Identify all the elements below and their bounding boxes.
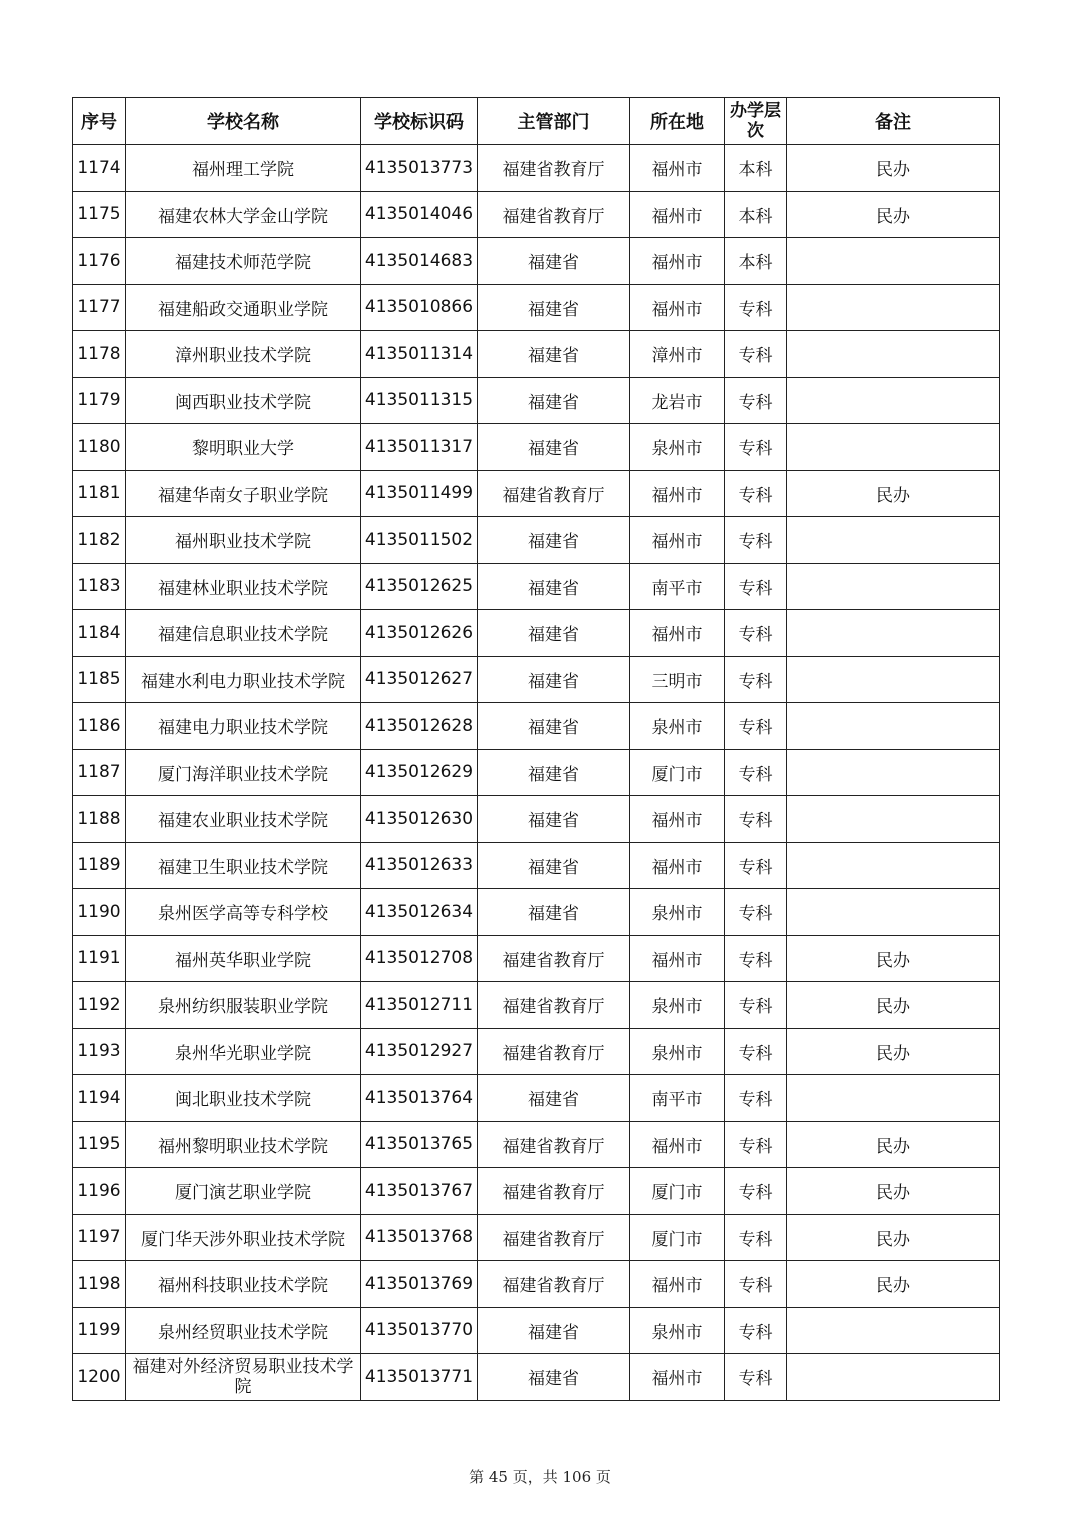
cell-school-name: 闽西职业技术学院 xyxy=(126,377,361,424)
cell-note: 民办 xyxy=(787,470,1000,517)
cell-level: 专科 xyxy=(725,796,787,843)
header-level-label: 办学层次 xyxy=(730,101,781,141)
cell-note xyxy=(787,284,1000,331)
cell-seq: 1186 xyxy=(73,703,126,750)
table-header-row xyxy=(73,98,1000,145)
cell-department: 福建省教育厅 xyxy=(478,982,630,1029)
table-row xyxy=(73,424,1000,471)
cell-level: 专科 xyxy=(725,517,787,564)
cell-department: 福建省 xyxy=(478,796,630,843)
cell-note xyxy=(787,842,1000,889)
cell-seq: 1193 xyxy=(73,1028,126,1075)
cell-school-code: 4135011317 xyxy=(361,424,478,471)
table-row xyxy=(73,935,1000,982)
cell-location: 泉州市 xyxy=(630,424,725,471)
cell-school-name: 福建水利电力职业技术学院 xyxy=(126,656,361,703)
cell-school-code: 4135012627 xyxy=(361,656,478,703)
cell-location: 南平市 xyxy=(630,563,725,610)
cell-note xyxy=(787,656,1000,703)
cell-seq: 1190 xyxy=(73,889,126,936)
cell-note xyxy=(787,424,1000,471)
cell-school-name: 福建船政交通职业学院 xyxy=(126,284,361,331)
cell-level: 专科 xyxy=(725,470,787,517)
cell-note xyxy=(787,889,1000,936)
cell-school-code: 4135011499 xyxy=(361,470,478,517)
cell-school-name: 福建华南女子职业学院 xyxy=(126,470,361,517)
cell-school-name: 厦门华天涉外职业技术学院 xyxy=(126,1214,361,1261)
cell-location: 三明市 xyxy=(630,656,725,703)
cell-note xyxy=(787,331,1000,378)
cell-school-name: 泉州经贸职业技术学院 xyxy=(126,1307,361,1354)
table-row xyxy=(73,517,1000,564)
cell-department: 福建省教育厅 xyxy=(478,1028,630,1075)
table-row xyxy=(73,1168,1000,1215)
cell-department: 福建省 xyxy=(478,238,630,285)
cell-note: 民办 xyxy=(787,191,1000,238)
cell-department: 福建省教育厅 xyxy=(478,935,630,982)
table-row xyxy=(73,842,1000,889)
cell-location: 泉州市 xyxy=(630,703,725,750)
cell-level: 专科 xyxy=(725,1028,787,1075)
cell-school-code: 4135012711 xyxy=(361,982,478,1029)
table-row xyxy=(73,982,1000,1029)
cell-seq: 1181 xyxy=(73,470,126,517)
cell-note xyxy=(787,563,1000,610)
cell-school-name: 泉州纺织服装职业学院 xyxy=(126,982,361,1029)
header-note: 备注 xyxy=(787,98,1000,145)
cell-location: 泉州市 xyxy=(630,1307,725,1354)
cell-location: 泉州市 xyxy=(630,1028,725,1075)
cell-school-code: 4135012927 xyxy=(361,1028,478,1075)
cell-seq: 1189 xyxy=(73,842,126,889)
cell-school-code: 4135010866 xyxy=(361,284,478,331)
table-row xyxy=(73,1121,1000,1168)
cell-department: 福建省 xyxy=(478,656,630,703)
cell-school-code: 4135012634 xyxy=(361,889,478,936)
table-row xyxy=(73,656,1000,703)
cell-department: 福建省教育厅 xyxy=(478,1261,630,1308)
cell-location: 漳州市 xyxy=(630,331,725,378)
cell-department: 福建省 xyxy=(478,610,630,657)
cell-school-name: 福州英华职业学院 xyxy=(126,935,361,982)
cell-department: 福建省 xyxy=(478,331,630,378)
table-row xyxy=(73,191,1000,238)
cell-seq: 1194 xyxy=(73,1075,126,1122)
header-school-code: 学校标识码 xyxy=(361,98,478,145)
cell-school-name: 福建电力职业技术学院 xyxy=(126,703,361,750)
cell-department: 福建省教育厅 xyxy=(478,470,630,517)
cell-note: 民办 xyxy=(787,1168,1000,1215)
cell-department: 福建省 xyxy=(478,424,630,471)
cell-note xyxy=(787,517,1000,564)
cell-level: 专科 xyxy=(725,1121,787,1168)
cell-school-code: 4135011502 xyxy=(361,517,478,564)
cell-school-name: 福建技术师范学院 xyxy=(126,238,361,285)
cell-note: 民办 xyxy=(787,1121,1000,1168)
cell-seq: 1198 xyxy=(73,1261,126,1308)
cell-school-code: 4135013768 xyxy=(361,1214,478,1261)
cell-school-name: 黎明职业大学 xyxy=(126,424,361,471)
cell-school-name: 漳州职业技术学院 xyxy=(126,331,361,378)
cell-seq: 1185 xyxy=(73,656,126,703)
cell-school-code: 4135012629 xyxy=(361,749,478,796)
cell-department: 福建省 xyxy=(478,842,630,889)
cell-location: 南平市 xyxy=(630,1075,725,1122)
cell-seq: 1197 xyxy=(73,1214,126,1261)
cell-department: 福建省 xyxy=(478,1307,630,1354)
table-row xyxy=(73,1028,1000,1075)
cell-level: 专科 xyxy=(725,610,787,657)
cell-seq: 1196 xyxy=(73,1168,126,1215)
school-list-table xyxy=(72,97,1000,1401)
cell-department: 福建省 xyxy=(478,1354,630,1401)
cell-school-code: 4135013765 xyxy=(361,1121,478,1168)
cell-note xyxy=(787,1075,1000,1122)
cell-level: 专科 xyxy=(725,1261,787,1308)
cell-location: 泉州市 xyxy=(630,982,725,1029)
cell-note xyxy=(787,238,1000,285)
cell-level: 本科 xyxy=(725,145,787,192)
table-row xyxy=(73,377,1000,424)
cell-level: 专科 xyxy=(725,656,787,703)
cell-location: 福州市 xyxy=(630,517,725,564)
cell-note xyxy=(787,703,1000,750)
cell-school-name: 福州科技职业技术学院 xyxy=(126,1261,361,1308)
cell-location: 福州市 xyxy=(630,284,725,331)
cell-location: 厦门市 xyxy=(630,1214,725,1261)
cell-seq: 1174 xyxy=(73,145,126,192)
cell-school-name: 泉州医学高等专科学校 xyxy=(126,889,361,936)
cell-location: 福州市 xyxy=(630,145,725,192)
cell-school-code: 4135012630 xyxy=(361,796,478,843)
cell-location: 厦门市 xyxy=(630,1168,725,1215)
cell-seq: 1176 xyxy=(73,238,126,285)
cell-school-name-text: 福建对外经济贸易职业技术学院 xyxy=(132,1356,354,1397)
cell-location: 厦门市 xyxy=(630,749,725,796)
cell-note: 民办 xyxy=(787,1214,1000,1261)
cell-department: 福建省 xyxy=(478,284,630,331)
cell-school-name: 福建林业职业技术学院 xyxy=(126,563,361,610)
cell-school-code: 4135013770 xyxy=(361,1307,478,1354)
cell-note xyxy=(787,796,1000,843)
cell-department: 福建省 xyxy=(478,1075,630,1122)
cell-seq: 1195 xyxy=(73,1121,126,1168)
cell-school-code: 4135012626 xyxy=(361,610,478,657)
cell-level: 专科 xyxy=(725,1168,787,1215)
cell-seq: 1199 xyxy=(73,1307,126,1354)
cell-department: 福建省 xyxy=(478,517,630,564)
table-row xyxy=(73,563,1000,610)
cell-school-name: 福建农林大学金山学院 xyxy=(126,191,361,238)
cell-location: 福州市 xyxy=(630,470,725,517)
cell-location: 福州市 xyxy=(630,1121,725,1168)
cell-level: 专科 xyxy=(725,749,787,796)
cell-school-code: 4135012633 xyxy=(361,842,478,889)
cell-level: 专科 xyxy=(725,1075,787,1122)
cell-location: 福州市 xyxy=(630,191,725,238)
header-department: 主管部门 xyxy=(478,98,630,145)
cell-location: 福州市 xyxy=(630,796,725,843)
cell-seq: 1191 xyxy=(73,935,126,982)
cell-location: 福州市 xyxy=(630,610,725,657)
cell-department: 福建省教育厅 xyxy=(478,191,630,238)
cell-level: 专科 xyxy=(725,703,787,750)
cell-school-name: 福州黎明职业技术学院 xyxy=(126,1121,361,1168)
table-row xyxy=(73,1307,1000,1354)
cell-seq: 1177 xyxy=(73,284,126,331)
cell-seq: 1187 xyxy=(73,749,126,796)
cell-level: 专科 xyxy=(725,1307,787,1354)
cell-level: 专科 xyxy=(725,563,787,610)
cell-school-name: 福建农业职业技术学院 xyxy=(126,796,361,843)
cell-school-name: 福州理工学院 xyxy=(126,145,361,192)
cell-note: 民办 xyxy=(787,145,1000,192)
table-row xyxy=(73,331,1000,378)
cell-seq: 1192 xyxy=(73,982,126,1029)
cell-department: 福建省 xyxy=(478,889,630,936)
header-level xyxy=(725,98,787,145)
cell-note: 民办 xyxy=(787,1261,1000,1308)
cell-seq: 1180 xyxy=(73,424,126,471)
cell-school-name: 闽北职业技术学院 xyxy=(126,1075,361,1122)
table-row xyxy=(73,145,1000,192)
table-row xyxy=(73,1075,1000,1122)
cell-school-code: 4135014683 xyxy=(361,238,478,285)
cell-school-code: 4135013771 xyxy=(361,1354,478,1401)
cell-level: 本科 xyxy=(725,191,787,238)
cell-seq: 1175 xyxy=(73,191,126,238)
cell-school-code: 4135013769 xyxy=(361,1261,478,1308)
cell-department: 福建省 xyxy=(478,749,630,796)
table-row xyxy=(73,749,1000,796)
cell-school-name: 福州职业技术学院 xyxy=(126,517,361,564)
cell-level: 专科 xyxy=(725,935,787,982)
cell-note xyxy=(787,610,1000,657)
cell-department: 福建省教育厅 xyxy=(478,145,630,192)
cell-school-code: 4135013767 xyxy=(361,1168,478,1215)
cell-seq: 1182 xyxy=(73,517,126,564)
table-row xyxy=(73,1261,1000,1308)
cell-level: 专科 xyxy=(725,982,787,1029)
cell-school-code: 4135012625 xyxy=(361,563,478,610)
cell-level: 专科 xyxy=(725,331,787,378)
cell-school-name: 厦门海洋职业技术学院 xyxy=(126,749,361,796)
cell-location: 福州市 xyxy=(630,1354,725,1401)
cell-school-name xyxy=(126,1354,361,1401)
cell-seq: 1179 xyxy=(73,377,126,424)
cell-location: 福州市 xyxy=(630,1261,725,1308)
cell-level: 本科 xyxy=(725,238,787,285)
cell-seq: 1178 xyxy=(73,331,126,378)
table-row xyxy=(73,889,1000,936)
cell-seq: 1188 xyxy=(73,796,126,843)
cell-level: 专科 xyxy=(725,889,787,936)
table-row xyxy=(73,1354,1000,1401)
cell-department: 福建省教育厅 xyxy=(478,1121,630,1168)
header-seq: 序号 xyxy=(73,98,126,145)
cell-seq: 1184 xyxy=(73,610,126,657)
cell-school-code: 4135013764 xyxy=(361,1075,478,1122)
cell-location: 龙岩市 xyxy=(630,377,725,424)
cell-note xyxy=(787,1307,1000,1354)
cell-school-name: 福建信息职业技术学院 xyxy=(126,610,361,657)
cell-seq: 1200 xyxy=(73,1354,126,1401)
cell-level: 专科 xyxy=(725,284,787,331)
cell-school-name: 厦门演艺职业学院 xyxy=(126,1168,361,1215)
cell-school-code: 4135011315 xyxy=(361,377,478,424)
cell-note: 民办 xyxy=(787,982,1000,1029)
cell-note xyxy=(787,749,1000,796)
cell-level: 专科 xyxy=(725,424,787,471)
cell-note xyxy=(787,1354,1000,1401)
cell-school-code: 4135012628 xyxy=(361,703,478,750)
cell-level: 专科 xyxy=(725,1214,787,1261)
cell-department: 福建省 xyxy=(478,563,630,610)
cell-school-name: 福建卫生职业技术学院 xyxy=(126,842,361,889)
page-footer: 第 45 页，共 106 页 xyxy=(469,1468,611,1486)
header-location: 所在地 xyxy=(630,98,725,145)
table-row xyxy=(73,238,1000,285)
table-row xyxy=(73,610,1000,657)
cell-school-name: 泉州华光职业学院 xyxy=(126,1028,361,1075)
header-school-name: 学校名称 xyxy=(126,98,361,145)
cell-note: 民办 xyxy=(787,935,1000,982)
cell-department: 福建省教育厅 xyxy=(478,1168,630,1215)
cell-department: 福建省 xyxy=(478,377,630,424)
cell-school-code: 4135011314 xyxy=(361,331,478,378)
cell-level: 专科 xyxy=(725,377,787,424)
cell-location: 福州市 xyxy=(630,238,725,285)
table-row xyxy=(73,796,1000,843)
cell-school-code: 4135014046 xyxy=(361,191,478,238)
table-row xyxy=(73,470,1000,517)
table-row xyxy=(73,703,1000,750)
cell-level: 专科 xyxy=(725,842,787,889)
table-row xyxy=(73,1214,1000,1261)
cell-note xyxy=(787,377,1000,424)
cell-department: 福建省教育厅 xyxy=(478,1214,630,1261)
table-body xyxy=(73,145,1000,1401)
cell-location: 泉州市 xyxy=(630,889,725,936)
cell-note: 民办 xyxy=(787,1028,1000,1075)
table-row xyxy=(73,284,1000,331)
cell-school-code: 4135012708 xyxy=(361,935,478,982)
cell-seq: 1183 xyxy=(73,563,126,610)
cell-level: 专科 xyxy=(725,1354,787,1401)
cell-location: 福州市 xyxy=(630,842,725,889)
cell-department: 福建省 xyxy=(478,703,630,750)
cell-location: 福州市 xyxy=(630,935,725,982)
cell-school-code: 4135013773 xyxy=(361,145,478,192)
